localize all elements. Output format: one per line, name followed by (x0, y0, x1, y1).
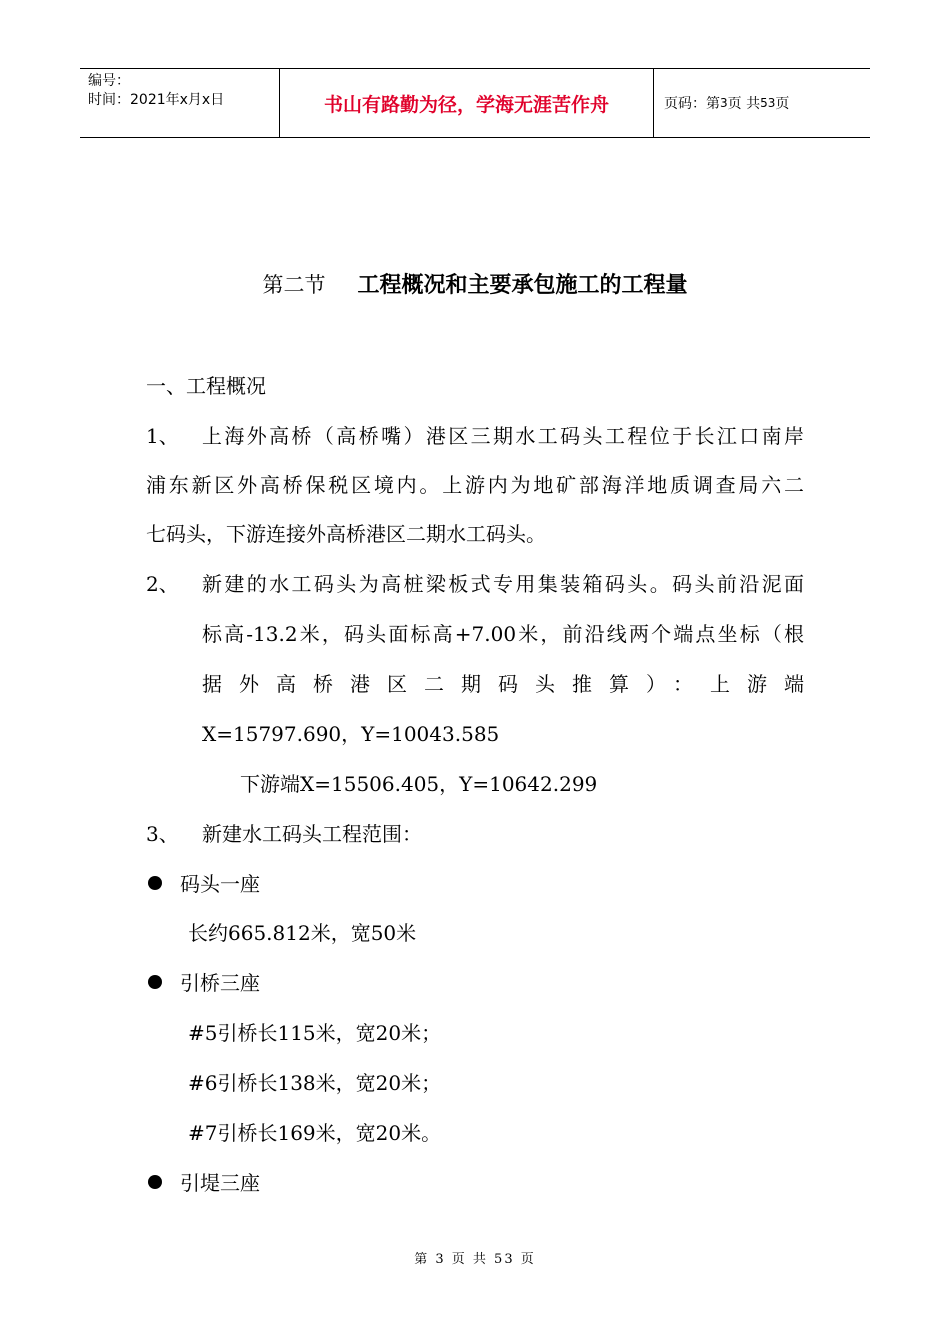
bridge-5-detail: #5引桥长115米，宽20米； (188, 1021, 442, 1045)
section-name: 工程概况和主要承包施工的工程量 (357, 272, 688, 298)
header-time-label: 时间：2021年x月x日 (88, 92, 225, 108)
item-3-marker: 3、 (146, 822, 179, 846)
item-1-line-1: 上海外高桥（高桥嘴）港区三期水工码头工程位于长江口南岸 (202, 424, 804, 448)
header-page-info (654, 69, 870, 137)
header-page-total: 53 (760, 96, 776, 110)
item-2-line-4: X=15797.690，Y=10043.585 (202, 722, 500, 746)
header-number-label: 编号： (88, 73, 130, 89)
page-footer: 第 3 页 共 53 页 (414, 1252, 536, 1267)
item-1-marker: 1、 (146, 424, 179, 448)
header-page-suffix: 页 (775, 96, 790, 112)
bullet-wharf-detail: 长约665.812米，宽50米 (188, 921, 417, 945)
item-2-line-2: 标高-13.2米，码头面标高+7.00米，前沿线两个端点坐标（根 (202, 622, 804, 646)
header-page-current: 3 (720, 96, 728, 110)
bullet-bridges-label: 引桥三座 (180, 971, 260, 995)
bullet-bridges (148, 967, 260, 996)
header-page-mid: 页 共 (727, 96, 761, 112)
item-1-line-2: 浦东新区外高桥保税区境内。上游内为地矿部海洋地质调查局六二 (146, 473, 804, 497)
section-number: 第二节 (262, 273, 326, 297)
item-2-line-5: 下游端X=15506.405，Y=10642.299 (240, 772, 598, 796)
header-motto: 书山有路勤为径，学海无涯苦作舟 (280, 69, 654, 137)
bullet-dot (148, 975, 162, 989)
page-header (80, 68, 870, 138)
bullet-embankments (148, 1167, 260, 1196)
bullet-dot (148, 876, 162, 890)
bridge-7-detail: #7引桥长169米，宽20米。 (188, 1121, 442, 1145)
header-meta (80, 69, 280, 137)
bullet-embankments-label: 引堤三座 (180, 1171, 260, 1195)
item-1-line-3: 七码头，下游连接外高桥港区二期水工码头。 (146, 522, 546, 546)
heading-overview: 一、工程概况 (146, 374, 266, 398)
bridge-6-detail: #6引桥长138米，宽20米； (188, 1071, 442, 1095)
item-2-marker: 2、 (146, 572, 179, 596)
header-page-prefix: 页码：第 (664, 96, 720, 112)
bullet-wharf-label: 码头一座 (180, 872, 260, 896)
bullet-wharf (148, 868, 260, 897)
item-3-line-1: 新建水工码头工程范围： (202, 822, 422, 846)
bullet-dot (148, 1175, 162, 1189)
section-title (0, 268, 950, 299)
item-2-line-3: 据外高桥港区二期码头推算）：上游端 (202, 672, 804, 696)
item-2-line-1: 新建的水工码头为高桩梁板式专用集装箱码头。码头前沿泥面 (202, 572, 804, 596)
